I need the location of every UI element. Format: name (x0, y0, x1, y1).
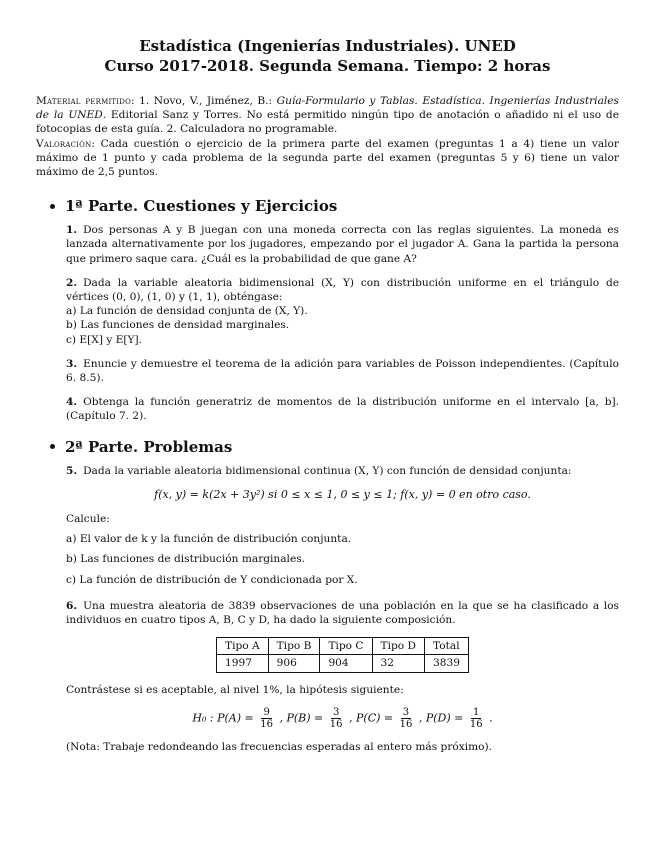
question-5 (66, 464, 619, 587)
question-number: 6. (66, 599, 78, 612)
question-6 (66, 599, 619, 754)
contrast-text: Contrástese si es aceptable, al nivel 1%, la hipótesis siguiente: (66, 683, 404, 696)
pc-fraction (398, 707, 415, 730)
q2-item-a: a) La función de densidad conjunta de (X, Y). (66, 305, 308, 318)
title-line-2: Curso 2017-2018. Segunda Semana. Tiempo: 2 horas (104, 57, 551, 75)
question-text: Una muestra aleatoria de 3839 observaciones de una población en la que se ha clasificado a los individuos en cuatro tipos A, B, C y D, ha dado la siguiente composición. (66, 599, 619, 627)
table-cell: 32 (372, 655, 424, 672)
question-number: 2. (66, 276, 78, 289)
question-text: Dos personas A y B juegan con una moneda correcta con las reglas siguientes. La moneda es lanzada alternativamente por los jugadores, empezando por el jugador A. Gana la partida la persona que primero saque cara. ¿Cuál es la probabilidad de que gane A? (66, 224, 619, 265)
material-post: . Editorial Sanz y Torres. No está permitido ningún tipo de anotación o añadido ni el uso de fotocopias de esta guía. 2. Calculadora no programable. (36, 109, 619, 136)
q5-item-c: c) La función de distribución de Y condicionada por X. (66, 573, 358, 586)
question-text: Dada la variable aleatoria bidimensional (X, Y) con distribución uniforme en el triángulo de vértices (0, 0), (1, 0) y (1, 1), obténgase: (66, 276, 619, 304)
pd-label: , P(D) = (418, 711, 464, 725)
question-2 (66, 276, 619, 347)
q2-item-c: c) E[X] y E[Y]. (66, 333, 143, 346)
table-cell: 904 (320, 655, 372, 672)
density-formula: f(x, y) = k(2x + 3y²) si 0 ≤ x ≤ 1, 0 ≤ y ≤ 1; f(x, y) = 0 en otro caso. (154, 487, 531, 501)
table-cell: 1997 (217, 655, 269, 672)
pd-den: 16 (469, 718, 483, 730)
material-book: Guía-Formulario y Tablas. Estadística. Ingenierías Industriales de la UNED (36, 95, 619, 122)
question-number: 4. (66, 396, 78, 409)
pc-den: 16 (399, 718, 413, 730)
pb-den: 16 (329, 718, 343, 730)
table-header-row (217, 638, 469, 655)
table-cell: 3839 (425, 655, 469, 672)
pa-num: 9 (263, 706, 270, 718)
pc-num: 3 (402, 706, 410, 718)
pb-num: 3 (332, 706, 340, 718)
q5-item-b: b) Las funciones de distribución marginales. (66, 553, 306, 566)
pd-num: 1 (473, 706, 480, 718)
q2-item-b: b) Las funciones de densidad marginales. (66, 319, 290, 332)
table-cell: 906 (268, 655, 320, 672)
pd-fraction (468, 707, 485, 730)
question-4 (66, 395, 619, 423)
pb-label: , P(B) = (279, 711, 324, 725)
exam-page (36, 36, 619, 754)
h0-label: H₀ : (192, 711, 214, 725)
material-paragraph (36, 94, 619, 137)
question-3 (66, 357, 619, 385)
valoracion-text: : Cada cuestión o ejercicio de la primera parte del examen (preguntas 1 a 4) tiene un valor máximo de 1 punto y cada problema de la segunda parte del examen (preguntas 5 y 6) tiene un valor máximo de 2,5 puntos. (36, 137, 619, 179)
valoracion-label: Valoración (36, 137, 92, 150)
table-header-cell: Tipo D (372, 638, 424, 655)
bullet-icon (50, 204, 55, 209)
material-pre: : 1. Novo, V., Jiménez, B.: (131, 95, 277, 107)
composition-table (216, 637, 469, 672)
exam-title (36, 36, 619, 76)
q5-item-a: a) El valor de k y la función de distribución conjunta. (66, 533, 352, 546)
part2-heading-text: 2ª Parte. Problemas (65, 437, 233, 456)
table-header-cell: Tipo C (320, 638, 372, 655)
title-line-1: Estadística (Ingenierías Industriales). UNED (139, 37, 516, 55)
question-text: Enuncie y demuestre el teorema de la adición para variables de Poisson independientes. (Capítulo 6. 8.5). (66, 357, 619, 385)
exam-instructions (36, 94, 619, 179)
question-text: Obtenga la función generatriz de momentos de la distribución uniforme en el intervalo [a, b]. (Capítulo 7. 2). (66, 396, 619, 423)
table-row (217, 655, 469, 672)
part1-heading-text: 1ª Parte. Cuestiones y Ejercicios (65, 197, 338, 216)
hypothesis-formula (66, 707, 619, 730)
valoracion-paragraph (36, 137, 619, 180)
note-text: (Nota: Trabaje redondeando las frecuencias esperadas al entero más próximo). (66, 740, 493, 753)
pa-den: 16 (260, 718, 273, 730)
question-number: 3. (66, 357, 78, 370)
table-header-cell: Tipo A (217, 638, 269, 655)
formula-end: . (489, 711, 493, 725)
pa-label: P(A) = (217, 711, 254, 725)
part1-heading (36, 197, 619, 215)
pa-fraction (258, 707, 275, 730)
part2-heading (36, 438, 619, 456)
table-header-cell: Total (425, 638, 469, 655)
question-text: Dada la variable aleatoria bidimensional continua (X, Y) con función de densidad conjunta: (83, 464, 572, 477)
bullet-icon (50, 444, 55, 449)
calcule-label: Calcule: (66, 513, 110, 526)
table-header-cell: Tipo B (268, 638, 320, 655)
pb-fraction (328, 707, 345, 730)
question-1 (66, 223, 619, 266)
question-number: 5. (66, 464, 78, 477)
material-label: Material permitido (36, 95, 132, 107)
question-number: 1. (66, 224, 78, 237)
pc-label: , P(C) = (349, 711, 394, 725)
